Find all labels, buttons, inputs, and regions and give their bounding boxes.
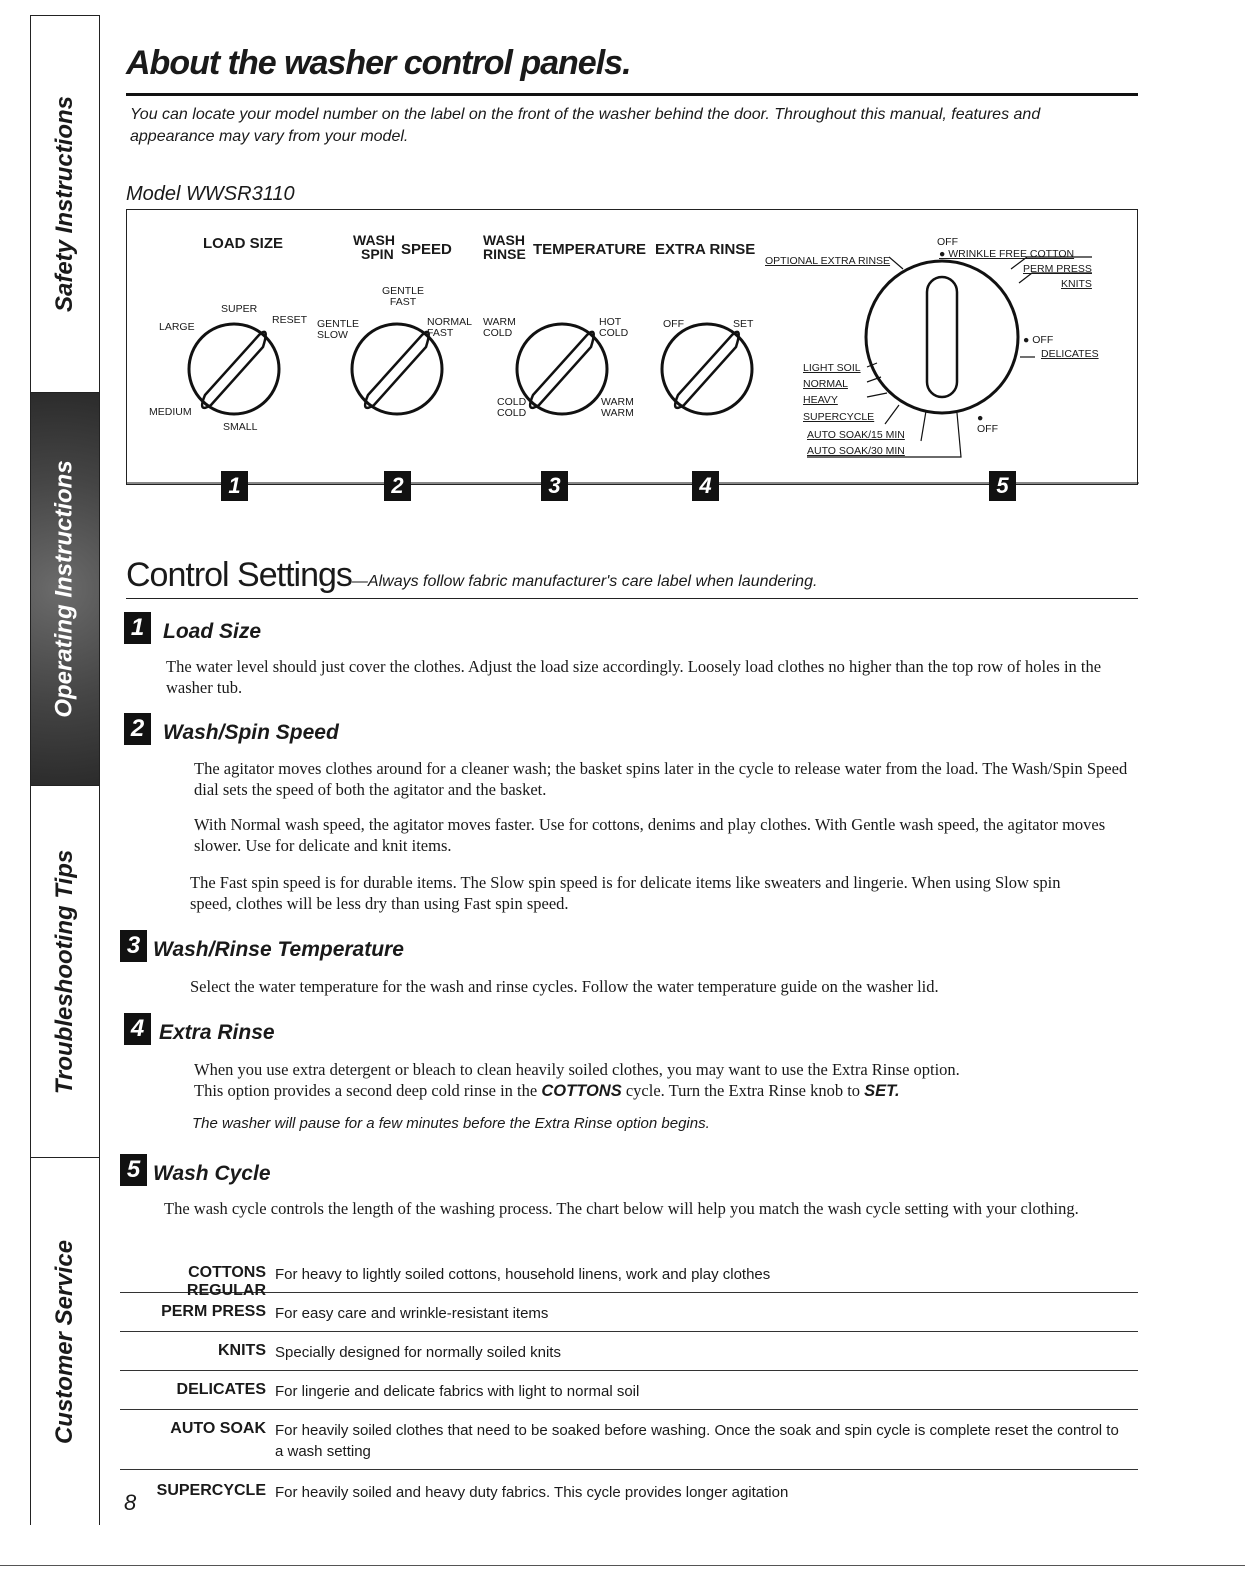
- cycle-row-auto-soak: [120, 1420, 1138, 1470]
- cycle-description: For heavy to lightly soiled cottons, household linens, work and play clothes: [275, 1266, 771, 1283]
- control-settings-title: Control Settings: [126, 556, 352, 594]
- knits-label: KNITS: [1061, 278, 1092, 290]
- wash-spin-text-3: The Fast spin speed is for durable items. The Slow spin speed is for delicate items like sweaters and lingerie. When using Slow spin speed, clothes will be less dry than using Fast spin speed.: [190, 873, 1061, 913]
- cycle-description: For lingerie and delicate fabrics with light to normal soil: [275, 1383, 640, 1400]
- section-number: 1: [124, 612, 151, 644]
- tab-operating-instructions[interactable]: [31, 393, 99, 786]
- cycle-description: Specially designed for normally soiled knits: [275, 1344, 561, 1361]
- large-label: LARGE: [159, 321, 195, 333]
- extra-rinse-text-a: This option provides a second deep cold rinse in the: [194, 1081, 538, 1100]
- super-label: SUPER: [221, 303, 258, 315]
- cycle-off-bottom-label: ● OFF: [977, 412, 998, 435]
- wash-spin-text-1: The agitator moves clothes around for a cleaner wash; the basket spins later in the cycle to release water from the load. The Wash/Spin Speed dial sets the speed of both the agitator and the basket.: [194, 759, 1128, 799]
- section-extra-rinse: [124, 1013, 275, 1045]
- cycle-description: For heavily soiled clothes that need to be soaked before washing. Once the soak and spin cycle is complete reset the control to a wash setting: [275, 1422, 1119, 1460]
- hot-cold-label: HOT COLD: [599, 316, 629, 339]
- control-settings-heading: [126, 556, 817, 595]
- extra-rinse-text-b: cycle. Turn the Extra Rinse knob to: [625, 1081, 861, 1100]
- delicates-label: DELICATES: [1041, 348, 1099, 360]
- cycle-name: COTTONS REGULAR: [186, 1264, 266, 1299]
- tab-customer-service[interactable]: [31, 1158, 99, 1525]
- temperature-text: Select the water temperature for the wash and rinse cycles. Follow the water temperature guide on the washer lid.: [190, 977, 939, 996]
- load-size-text: The water level should just cover the clothes. Adjust the load size accordingly. Loosely load clothes no higher than the top row of holes in the washer tub.: [166, 657, 1102, 697]
- cycle-off-right-label: ● OFF: [1023, 334, 1054, 346]
- light-soil-label: LIGHT SOIL: [803, 362, 861, 374]
- section-title: Load Size: [163, 620, 262, 643]
- warm-warm-label: WARM WARM: [601, 396, 634, 419]
- extra-rinse-text-2: [194, 1080, 1139, 1102]
- tab-label: Customer Service: [51, 1239, 78, 1444]
- control-settings-note: —Always follow fabric manufacturer's care label when laundering.: [351, 573, 818, 590]
- speed-label: SPEED: [401, 241, 452, 258]
- cycle-row-perm-press: [120, 1303, 1138, 1332]
- section-title: Wash/Rinse Temperature: [153, 938, 404, 961]
- section-load-size: [124, 612, 261, 644]
- knob-number-5: 5: [989, 471, 1016, 501]
- tab-label: Operating Instructions: [51, 460, 79, 718]
- auto-soak-15-label: AUTO SOAK/15 MIN: [807, 429, 905, 441]
- normal-fast-label: NORMAL FAST: [427, 316, 472, 339]
- warm-cold-label: WARM COLD: [483, 316, 516, 339]
- model-label: Model WWSR3110: [126, 183, 295, 205]
- tab-label: Troubleshooting Tips: [51, 849, 79, 1094]
- gentle-fast-label: GENTLE FAST: [382, 285, 425, 308]
- load-size-label: LOAD SIZE: [203, 235, 284, 252]
- tab-troubleshooting-tips[interactable]: [31, 786, 99, 1158]
- control-panel-diagram: [126, 209, 1138, 498]
- settings-divider: [126, 598, 1138, 599]
- temperature-label: TEMPERATURE: [533, 241, 647, 258]
- intro-text: You can locate your model number on the label on the front of the washer behind the door. Throughout this manual, features and appearance may vary from your model.: [130, 106, 1041, 145]
- cottons-emphasis: COTTONS: [541, 1082, 622, 1100]
- knob-number-4: 4: [692, 471, 719, 501]
- reset-label: RESET: [272, 314, 308, 326]
- section-title: Wash Cycle: [153, 1162, 271, 1185]
- gentle-slow-label: GENTLE SLOW: [317, 318, 360, 341]
- knob-number-2: 2: [384, 471, 411, 501]
- section-number: 4: [124, 1013, 151, 1045]
- spin-label: SPIN: [361, 246, 394, 262]
- wash-rinse-temperature-knob: [517, 324, 607, 414]
- page-number: 8: [124, 1490, 137, 1515]
- knob-number-3: 3: [541, 471, 568, 501]
- tab-safety-instructions[interactable]: [31, 15, 99, 393]
- page-bottom-rule: [0, 1565, 1245, 1566]
- cycle-off-top-label: OFF: [937, 236, 958, 248]
- extra-rinse-note: The washer will pause for a few minutes before the Extra Rinse option begins.: [192, 1115, 710, 1132]
- set-emphasis: SET.: [864, 1082, 900, 1100]
- section-tabs: [30, 15, 100, 1525]
- knob-number-1: 1: [221, 471, 248, 501]
- wash-temp-label: WASH: [483, 232, 525, 248]
- cycle-name: PERM PRESS: [161, 1303, 266, 1320]
- wash-spin-text-2: With Normal wash speed, the agitator moves faster. Use for cottons, denims and play clothes. With Gentle wash speed, the agitator moves slower. Use for delicate and knit items.: [194, 815, 1106, 855]
- tab-label: Safety Instructions: [51, 95, 79, 313]
- section-wash-rinse-temperature: [120, 930, 404, 962]
- section-number: 5: [120, 1154, 147, 1186]
- title-divider: [126, 93, 1138, 96]
- cold-cold-label: COLD COLD: [497, 396, 527, 419]
- extra-rinse-text-1: When you use extra detergent or bleach to clean heavily soiled clothes, you may want to use the Extra Rinse option.: [194, 1060, 960, 1079]
- section-number: 3: [120, 930, 147, 962]
- cycle-row-delicates: [120, 1381, 1138, 1410]
- section-title: Extra Rinse: [159, 1021, 275, 1044]
- section-title: Wash/Spin Speed: [163, 721, 339, 744]
- cycle-row-supercycle: [120, 1482, 1138, 1508]
- perm-press-label: PERM PRESS: [1023, 263, 1092, 275]
- wrinkle-free-cotton-label: ● WRINKLE FREE COTTON: [939, 248, 1075, 260]
- heavy-label: HEAVY: [803, 394, 838, 406]
- cycle-name: DELICATES: [176, 1381, 266, 1398]
- supercycle-label: SUPERCYCLE: [803, 411, 875, 423]
- section-number: 2: [124, 713, 151, 745]
- normal-label: NORMAL: [803, 378, 848, 390]
- section-wash-cycle: [120, 1154, 271, 1186]
- rinse-label: RINSE: [483, 246, 526, 262]
- extra-rinse-off-label: OFF: [663, 318, 684, 330]
- section-wash-spin-speed: [124, 713, 339, 745]
- medium-label: MEDIUM: [149, 406, 192, 418]
- wash-cycle-text: The wash cycle controls the length of the washing process. The chart below will help you match the wash cycle setting with your clothing.: [164, 1199, 1079, 1218]
- cycle-row-knits: [120, 1342, 1138, 1371]
- cycle-name: SUPERCYCLE: [156, 1482, 266, 1499]
- extra-rinse-knob: [662, 324, 752, 414]
- optional-extra-rinse-label: OPTIONAL EXTRA RINSE: [765, 255, 891, 267]
- cycle-name: KNITS: [218, 1342, 266, 1359]
- cycle-name: AUTO SOAK: [170, 1420, 266, 1437]
- load-size-knob: [189, 324, 279, 414]
- cycle-description: For heavily soiled and heavy duty fabrics. This cycle provides longer agitation: [275, 1484, 789, 1501]
- small-label: SMALL: [223, 421, 258, 433]
- extra-rinse-set-label: SET: [733, 318, 754, 330]
- wash-label: WASH: [353, 232, 395, 248]
- cycle-row-cottons-regular: [120, 1264, 1138, 1299]
- auto-soak-30-label: AUTO SOAK/30 MIN: [807, 445, 905, 457]
- page-title: About the washer control panels.: [126, 44, 631, 82]
- cycle-description: For easy care and wrinkle-resistant items: [275, 1305, 549, 1322]
- extra-rinse-label: EXTRA RINSE: [655, 241, 756, 258]
